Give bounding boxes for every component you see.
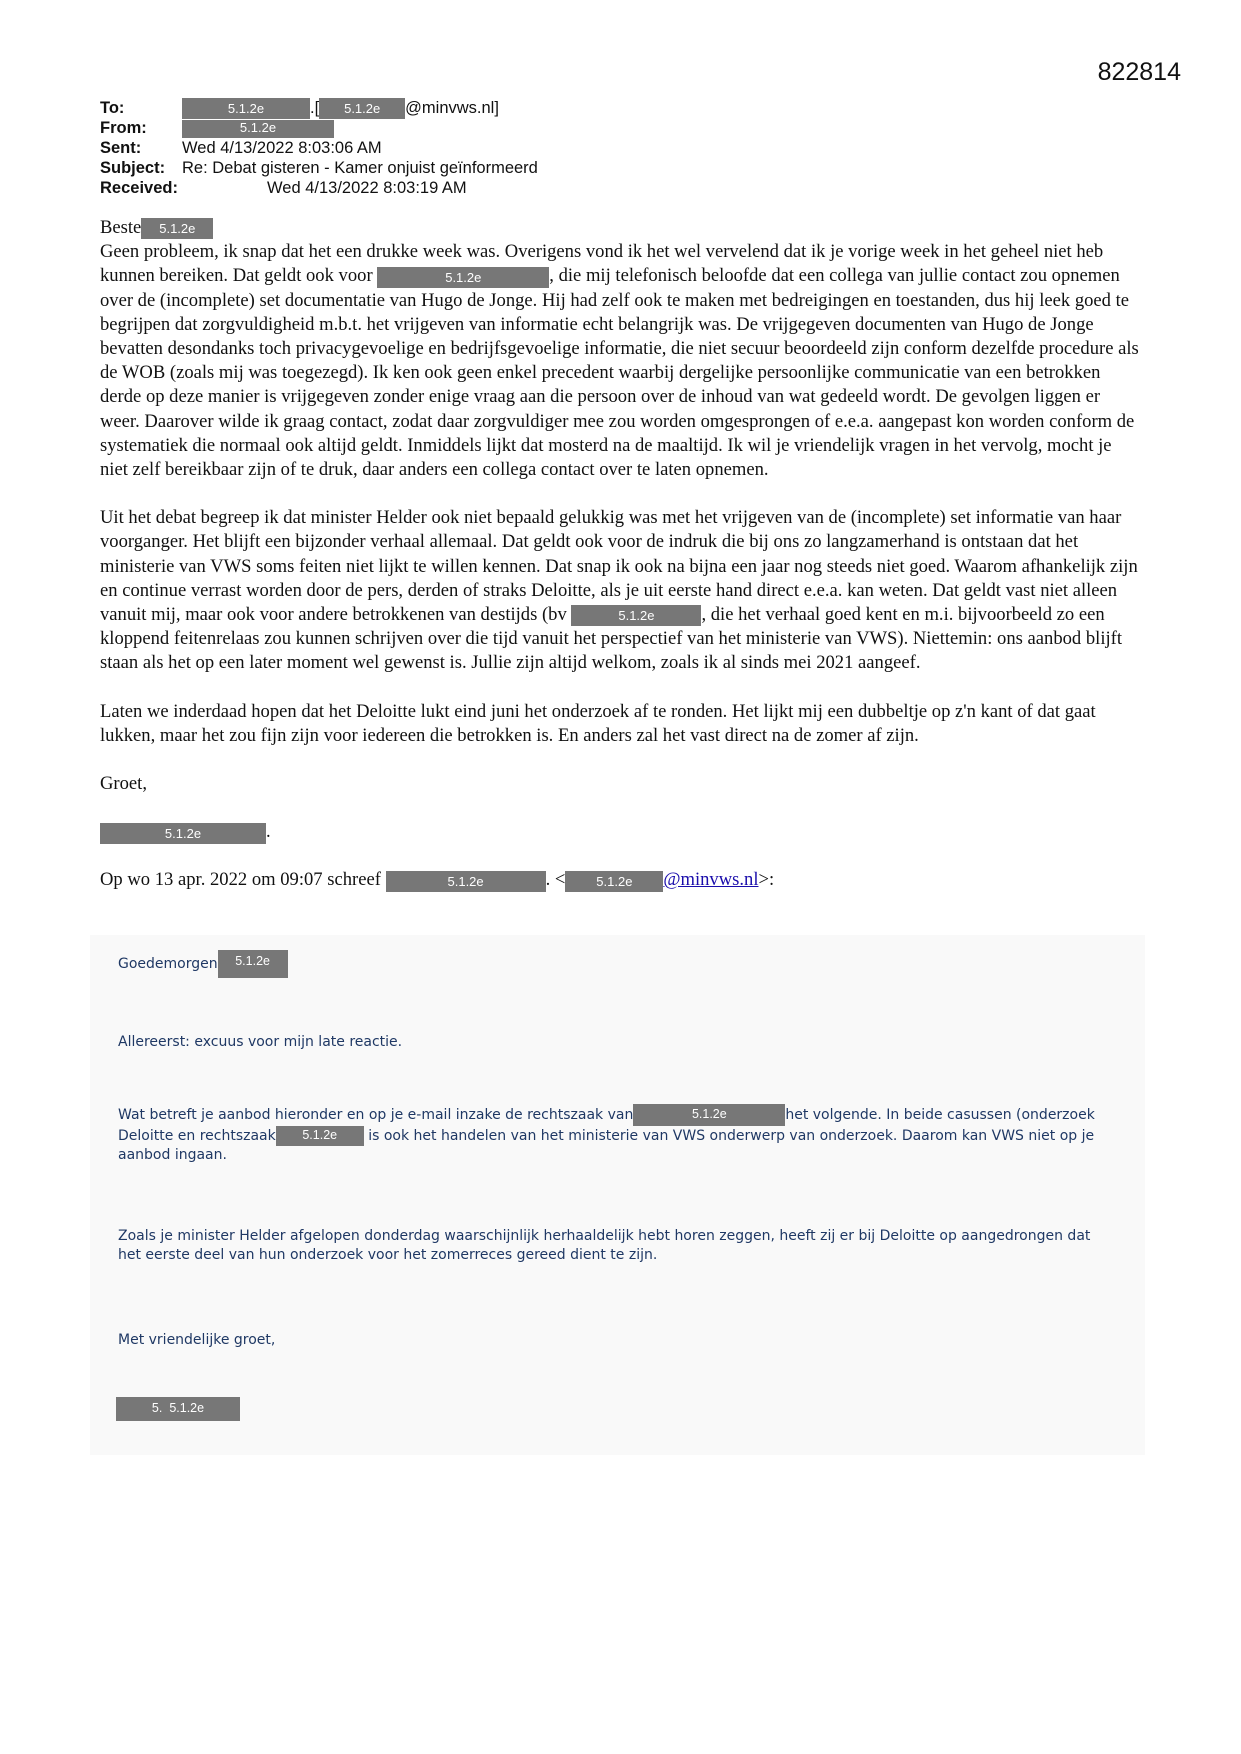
paragraph-2-text-a: Uit het debat begreep ik dat minister Helder ook niet bepaald gelukkig was met het vrijgeven van de (incomplete) set informatie van haar voorganger. Het blijft een bijzonder verhaal allemaal. Dat geldt ook voor de indruk die bij ons zo langzamerhand is ontstaan dat het ministerie van VWS soms feiten niet lijkt te willen kennen. Dat snap ik ook na bijna een jaar nog steeds niet goed. Waarom afhankelijk zijn en continue verrast worden door de pers, derden of straks Deloitte, als je uit eerste hand direct e.e.a. kan weten. Dat geldt vast niet alleen vanuit mij, maar ook voor andere betrokkenen van destijds (bv [100, 507, 1138, 626]
quoted-paragraph-2 [118, 1104, 1108, 1165]
sent-value: Wed 4/13/2022 8:03:06 AM [182, 139, 382, 157]
subject-value: Re: Debat gisteren - Kamer onjuist geïnformeerd [182, 159, 538, 177]
document-number: 822814 [1097, 58, 1181, 86]
paragraph-1-text-a: Geen probleem, ik snap dat het een drukke week was. Overigens vond ik het wel vervelend dat ik je vorige week in het geheel niet heb kunnen bereiken. Dat geldt ook voor [100, 241, 1104, 287]
sent-label: Sent: [100, 139, 142, 157]
received-value: Wed 4/13/2022 8:03:19 AM [267, 179, 467, 197]
greeting: Beste [100, 217, 142, 238]
subject-label: Subject: [100, 159, 166, 177]
quoted-p2-text-a: Wat betreft je aanbod hieronder en op je e-mail inzake de rechtszaak van [118, 1107, 634, 1123]
to-domain: @minvws.nl] [405, 99, 499, 117]
redaction-code-fragment: 5. [151, 1401, 163, 1415]
quote-intro-mid: . < [545, 869, 566, 891]
quoted-paragraph-3: Zoals je minister Helder afgelopen donderdag waarschijnlijk herhaaldelijk hebt horen zeggen, heeft zij er bij Deloitte op aangedrongen dat het eerste deel van hun onderzoek voor het zomerreces gereed dient te zijn. [118, 1228, 1091, 1263]
redaction-box: 5.1.2e [141, 218, 213, 239]
redaction-box: 5.1.2e [276, 1126, 364, 1146]
quoted-signature [116, 1397, 1106, 1421]
redaction-box: 5.1.2e [218, 950, 288, 978]
redaction-box: 5.1.2e [377, 267, 549, 288]
email-body [100, 216, 1140, 917]
closing: Groet, [100, 773, 147, 795]
redaction-box: 5.1.2e [182, 98, 310, 119]
paragraph-3: Laten we inderdaad hopen dat het Deloitte lukt eind juni het onderzoek af te ronden. Het lijkt mij een dubbeltje op z'n kant of dat gaat lukken, maar het zou fijn zijn voor iedereen die betrokken is. En anders zal het vast direct na de zomer af zijn. [100, 700, 1096, 746]
signature [100, 820, 1140, 844]
paragraph-2 [100, 506, 1140, 675]
to-value [182, 98, 499, 119]
quoted-greeting [118, 950, 1108, 978]
redaction-code: 5.1.2e [169, 1401, 205, 1415]
quoted-line-1: Allereerst: excuus voor mijn late reactie. [118, 1034, 403, 1050]
redaction-box: 5.1.2e [571, 605, 701, 626]
redaction-box: 5.1.2e [386, 871, 546, 892]
paragraph-1 [100, 216, 1140, 482]
quoted-greeting-text: Goedemorgen [118, 956, 218, 972]
paragraph-1-text-b: , die mij telefonisch beloofde dat een collega van jullie contact zou opnemen over de (incomplete) set documentatie van Hugo de Jonge. Hij had zelf ook te maken met bedreigingen en toestanden, dus hij leek goed te begrijpen dat zorgvuldigheid m.b.t. het vrijgeven van informatie echt belangrijk was. De vrijgegeven documenten van Hugo de Jonge bevatten desondanks toch privacygevoelige en bedrijfsgevoelige informatie, die niet secuur beoordeeld zijn conform dezelfde procedure als de WOB (zoals mij was toegezegd). Ik ken ook geen enkel precedent waarbij dergelijke persoonlijke communicatie van een betrokken derde op deze manier is vrijgegeven zonder enige vraag aan die persoon over de inhoud van wat gedeeld wordt. De gevolgen liggen er weer. Daarover wilde ik graag contact, zodat daar zorgvuldiger mee zou worden omgesprongen of e.e.a. aangepast kon worden conform de systematiek die normaal ook altijd geldt. Inmiddels lijkt dat mosterd na de maaltijd. Ik wil je vriendelijk vragen in het vervolg, mocht je niet zelf bereikbaar zijn of te druk, daar anders een collega contact over te laten opnemen. [100, 265, 1139, 481]
quoted-p2-text-b: het volgende. In beide casussen (onderzoek Deloitte en rechtszaak [118, 1107, 1095, 1144]
from-value [182, 118, 334, 138]
from-label: From: [100, 119, 147, 137]
quoted-closing: Met vriendelijke groet, [118, 1332, 276, 1348]
redaction-box: 5.1.2e [319, 98, 405, 119]
quote-intro [100, 868, 1140, 892]
redaction-box: 5.1.2e [100, 823, 266, 844]
quoted-message-panel [90, 935, 1145, 1455]
redaction-box: 5.1.2e [565, 871, 663, 892]
quote-intro-end: >: [758, 869, 775, 891]
received-label: Received: [100, 179, 178, 197]
signature-dot: . [266, 821, 271, 843]
quoted-p2-text-c: is ook het handelen van het ministerie van VWS onderwerp van onderzoek. Daarom kan VWS niet op je aanbod ingaan. [118, 1128, 1095, 1163]
redaction-box: 5.1.2e [182, 120, 334, 138]
paragraph-2-text-b: , die het verhaal goed kent en m.i. bijvoorbeeld zo een kloppend feitenrelaas zou kunnen schrijven over die tijd vanuit het perspectief van het ministerie van VWS). Niettemin: ons aanbod blijft staan als het op een later moment wel gewenst is. Jullie zijn altijd welkom, zoals ik al sinds mei 2021 aangeef. [100, 604, 1123, 674]
quote-intro-text: Op wo 13 apr. 2022 om 09:07 schreef [100, 869, 381, 891]
to-open-bracket: .[ [310, 99, 320, 117]
quote-email-link[interactable]: @minvws.nl [663, 869, 759, 891]
redaction-box [116, 1397, 240, 1421]
redaction-box: 5.1.2e [633, 1104, 785, 1126]
to-label: To: [100, 99, 125, 117]
